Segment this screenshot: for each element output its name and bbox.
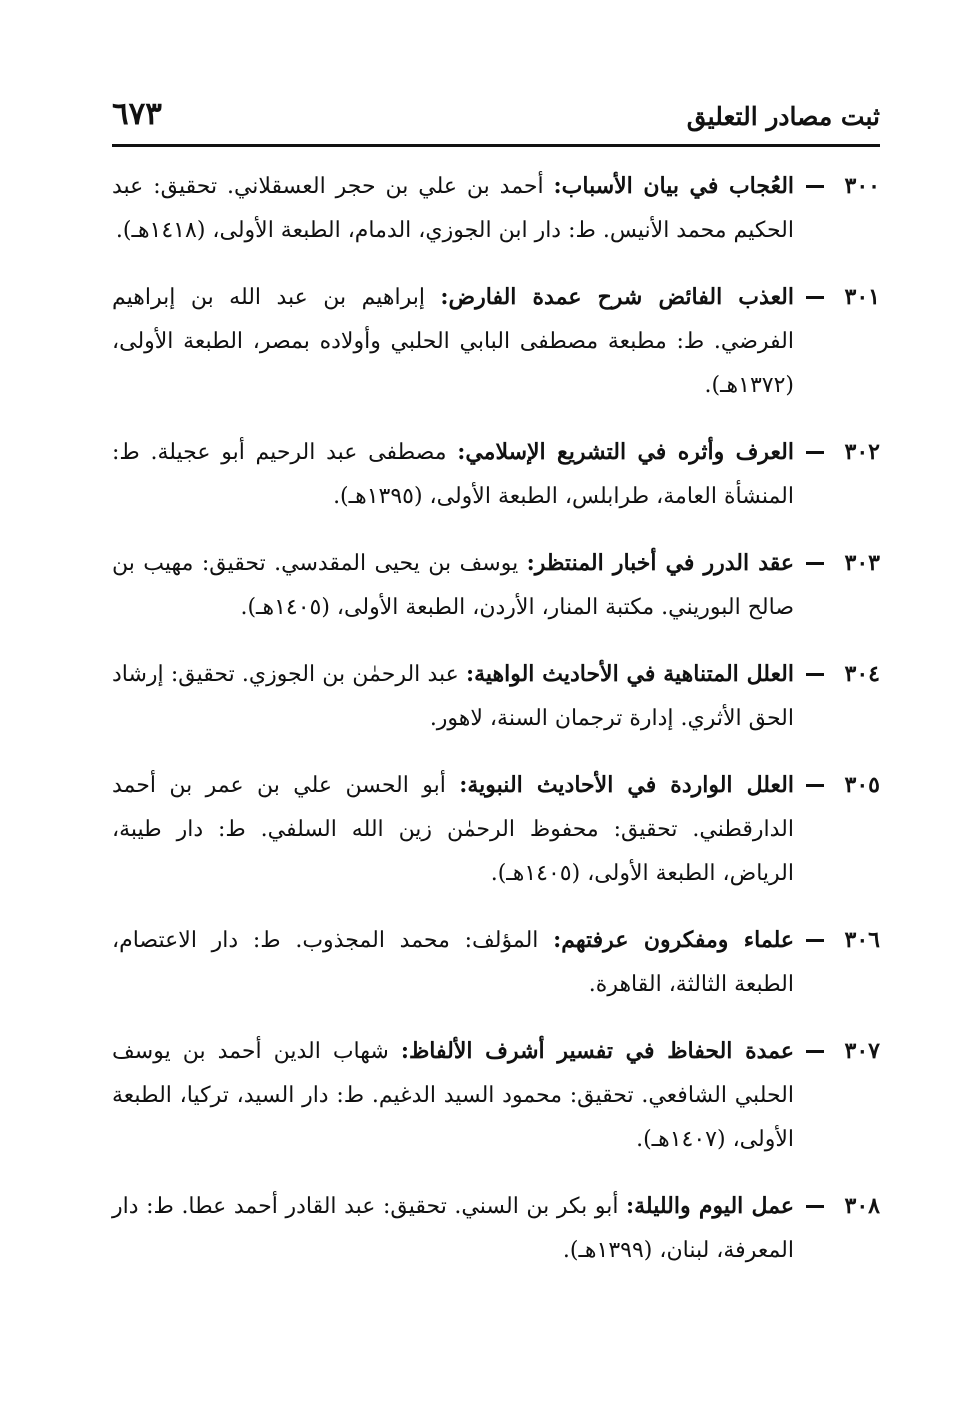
- entry-body: [112, 275, 794, 408]
- entry-body: [112, 652, 794, 741]
- entry-text: أحمد بن علي بن حجر العسقلاني. تحقيق: عبد الحكيم محمد الأنيس. ط: دار ابن الجوزي، الدمام، الطبعة الأولى، (١٤١٨هـ).: [112, 174, 794, 243]
- entry-dash: [806, 451, 824, 454]
- bibliography-entry: [112, 541, 880, 630]
- entry-body: [112, 763, 794, 896]
- bibliography-entry: [112, 763, 880, 896]
- entry-number: ٣٠٠: [844, 173, 880, 199]
- entry-title: علماء ومفكرون عرفتهم:: [553, 927, 794, 953]
- entry-title: العذب الفائض شرح عمدة الفارض:: [440, 284, 794, 310]
- entry-title: العلل الواردة في الأحاديث النبوية:: [459, 772, 794, 798]
- entry-title: العُجاب في بيان الأسباب:: [553, 173, 795, 199]
- entry-body: [112, 1184, 794, 1273]
- entry-body: [112, 164, 794, 253]
- entry-number: ٣٠٦: [844, 927, 880, 953]
- page-header: [112, 96, 880, 144]
- bibliography-entry: [112, 164, 880, 253]
- page-number: ٦٧٣: [112, 96, 162, 132]
- entry-body: [112, 1029, 794, 1162]
- entry-number: ٣٠٢: [844, 439, 880, 465]
- entry-dash: [806, 939, 824, 942]
- entry-text: شهاب الدين أحمد بن يوسف الحلبي الشافعي. تحقيق: محمود السيد الدغيم. ط: دار السيد، تركيا، الطبعة الأولى، (١٤٠٧هـ).: [112, 1039, 794, 1152]
- header-rule: [112, 144, 880, 147]
- entry-dash: [806, 296, 824, 299]
- entry-body: [112, 430, 794, 519]
- bibliography-list: [112, 164, 880, 1295]
- bibliography-entry: [112, 275, 880, 408]
- entry-title: العلل المتناهية في الأحاديث الواهية:: [465, 661, 794, 687]
- bibliography-entry: [112, 652, 880, 741]
- entry-title: عقد الدرر في أخبار المنتظر:: [526, 550, 795, 576]
- bibliography-entry: [112, 918, 880, 1007]
- entry-dash: [806, 784, 824, 787]
- entry-dash: [806, 1050, 824, 1053]
- entry-number: ٣٠٤: [844, 661, 880, 687]
- entry-number: ٣٠٣: [844, 550, 880, 576]
- bibliography-entry: [112, 430, 880, 519]
- entry-text: عبد الرحمٰن بن الجوزي. تحقيق: إرشاد الحق الأثري. إدارة ترجمان السنة، لاهور.: [112, 662, 794, 731]
- entry-dash: [806, 185, 824, 188]
- entry-title: عمل اليوم والليلة:: [626, 1193, 795, 1219]
- entry-body: [112, 918, 794, 1007]
- entry-title: العرف وأثره في التشريع الإسلامي:: [457, 439, 794, 465]
- entry-number: ٣٠٨: [844, 1193, 880, 1219]
- entry-text: أبو الحسن علي بن عمر بن أحمد الدارقطني. تحقيق: محفوظ الرحمٰن زين الله السلفي. ط: دار طيبة، الرياض، الطبعة الأولى، (١٤٠٥هـ).: [112, 773, 794, 886]
- entry-text: أبو بكر بن السني. تحقيق: عبد القادر أحمد عطا. ط: دار المعرفة، لبنان، (١٣٩٩هـ).: [112, 1194, 794, 1263]
- entry-text: المؤلف: محمد المجذوب. ط: دار الاعتصام، الطبعة الثالثة، القاهرة.: [112, 928, 794, 997]
- entry-text: إبراهيم بن عبد الله بن إبراهيم الفرضي. ط: مطبعة مصطفى البابي الحلبي وأولاده بمصر، الطبعة الأولى، (١٣٧٢هـ).: [112, 285, 794, 398]
- entry-body: [112, 541, 794, 630]
- entry-number: ٣٠٥: [844, 772, 880, 798]
- entry-text: يوسف بن يحيى المقدسي. تحقيق: مهيب بن صالح البوريني. مكتبة المنار، الأردن، الطبعة الأولى، (١٤٠٥هـ).: [112, 551, 794, 620]
- entry-dash: [806, 673, 824, 676]
- bibliography-entry: [112, 1029, 880, 1162]
- entry-dash: [806, 562, 824, 565]
- entry-title: عمدة الحفاظ في تفسير أشرف الألفاظ:: [400, 1038, 794, 1064]
- running-title: ثبت مصادر التعليق: [686, 102, 880, 131]
- entry-number: ٣٠١: [844, 284, 880, 310]
- entry-text: مصطفى عبد الرحيم أبو عجيلة. ط: المنشأة العامة، طرابلس، الطبعة الأولى، (١٣٩٥هـ).: [112, 440, 794, 509]
- entry-number: ٣٠٧: [844, 1038, 880, 1064]
- bibliography-entry: [112, 1184, 880, 1273]
- entry-dash: [806, 1205, 824, 1208]
